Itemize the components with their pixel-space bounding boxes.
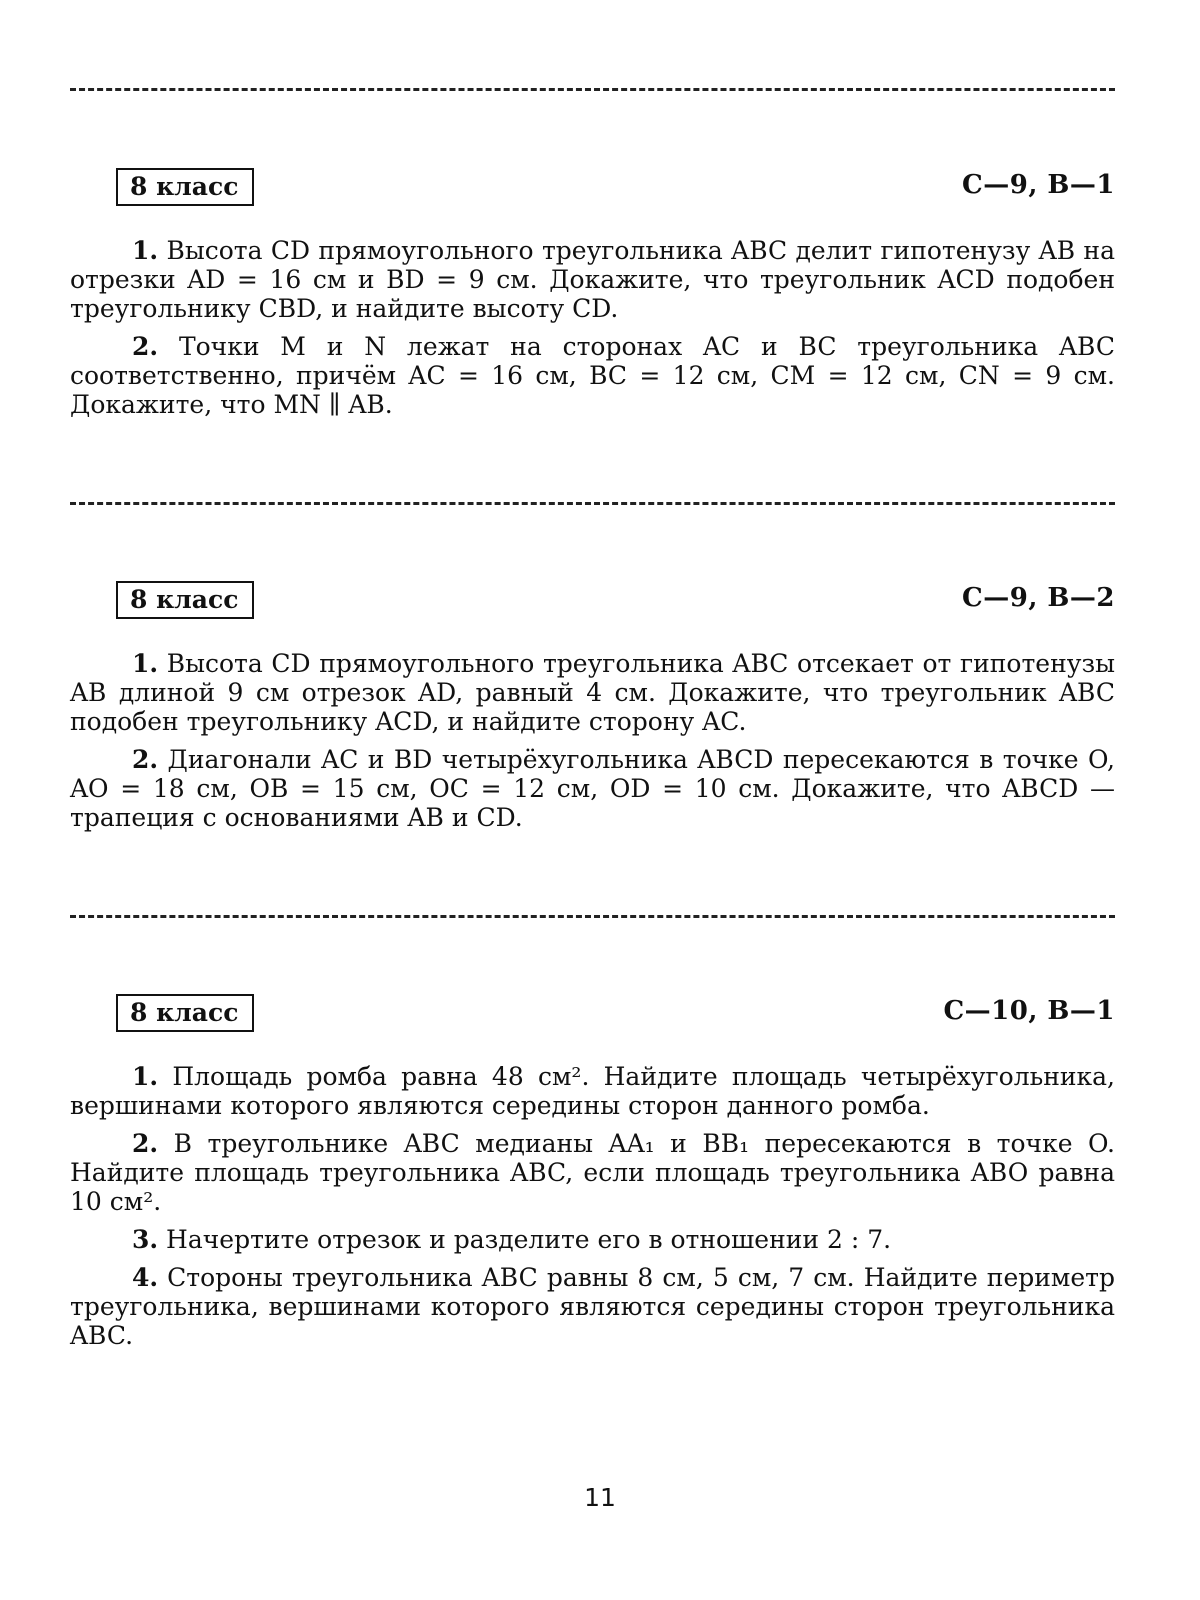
cut-line bbox=[70, 915, 1115, 918]
cut-line bbox=[70, 502, 1115, 505]
task: 4. Стороны треугольника ABC равны 8 см, 5 см, 7 см. Найдите периметр треугольника, вершинами которого являются середины сторон треугольника ABC. bbox=[70, 1263, 1115, 1350]
variant-code: С—10, В—1 bbox=[943, 996, 1115, 1026]
grade-box: 8 класс bbox=[116, 994, 254, 1032]
variant-code: С—9, В—2 bbox=[962, 583, 1115, 613]
task: 1. Высота CD прямоугольного треугольника ABC делит гипотенузу AB на отрезки AD = 16 см и BD = 9 см. Докажите, что треугольник ACD подобен треугольнику CBD, и найдите высоту CD. bbox=[70, 236, 1115, 323]
task: 2. В треугольнике ABC медианы AA₁ и BB₁ пересекаются в точке O. Найдите площадь треугольника ABC, если площадь треугольника ABO равна 10 см². bbox=[70, 1129, 1115, 1216]
page-number: 11 bbox=[584, 1483, 616, 1512]
card-c10-v1 bbox=[70, 994, 1115, 1350]
task: 1. Высота CD прямоугольного треугольника ABC отсекает от гипотенузы AB длиной 9 см отрезок AD, равный 4 см. Докажите, что треугольник ABC подобен треугольнику ACD, и найдите сторону AC. bbox=[70, 649, 1115, 736]
grade-box: 8 класс bbox=[116, 168, 254, 206]
card-header bbox=[70, 168, 1115, 208]
task: 2. Точки M и N лежат на сторонах AC и BC треугольника ABC соответственно, причём AC = 16 см, BC = 12 см, CM = 12 см, CN = 9 см. Докажите, что MN ∥ AB. bbox=[70, 332, 1115, 419]
card-header bbox=[70, 581, 1115, 621]
card-header bbox=[70, 994, 1115, 1034]
cut-line bbox=[70, 88, 1115, 91]
task: 2. Диагонали AC и BD четырёхугольника ABCD пересекаются в точке O, AO = 18 см, OB = 15 см, OC = 12 см, OD = 10 см. Докажите, что ABCD — трапеция с основаниями AB и CD. bbox=[70, 745, 1115, 832]
variant-code: С—9, В—1 bbox=[962, 170, 1115, 200]
task: 1. Площадь ромба равна 48 см². Найдите площадь четырёхугольника, вершинами которого являются середины сторон данного ромба. bbox=[70, 1062, 1115, 1120]
grade-box: 8 класс bbox=[116, 581, 254, 619]
card-c9-v1 bbox=[70, 168, 1115, 419]
task: 3. Начертите отрезок и разделите его в отношении 2 : 7. bbox=[132, 1225, 892, 1254]
card-c9-v2 bbox=[70, 581, 1115, 832]
